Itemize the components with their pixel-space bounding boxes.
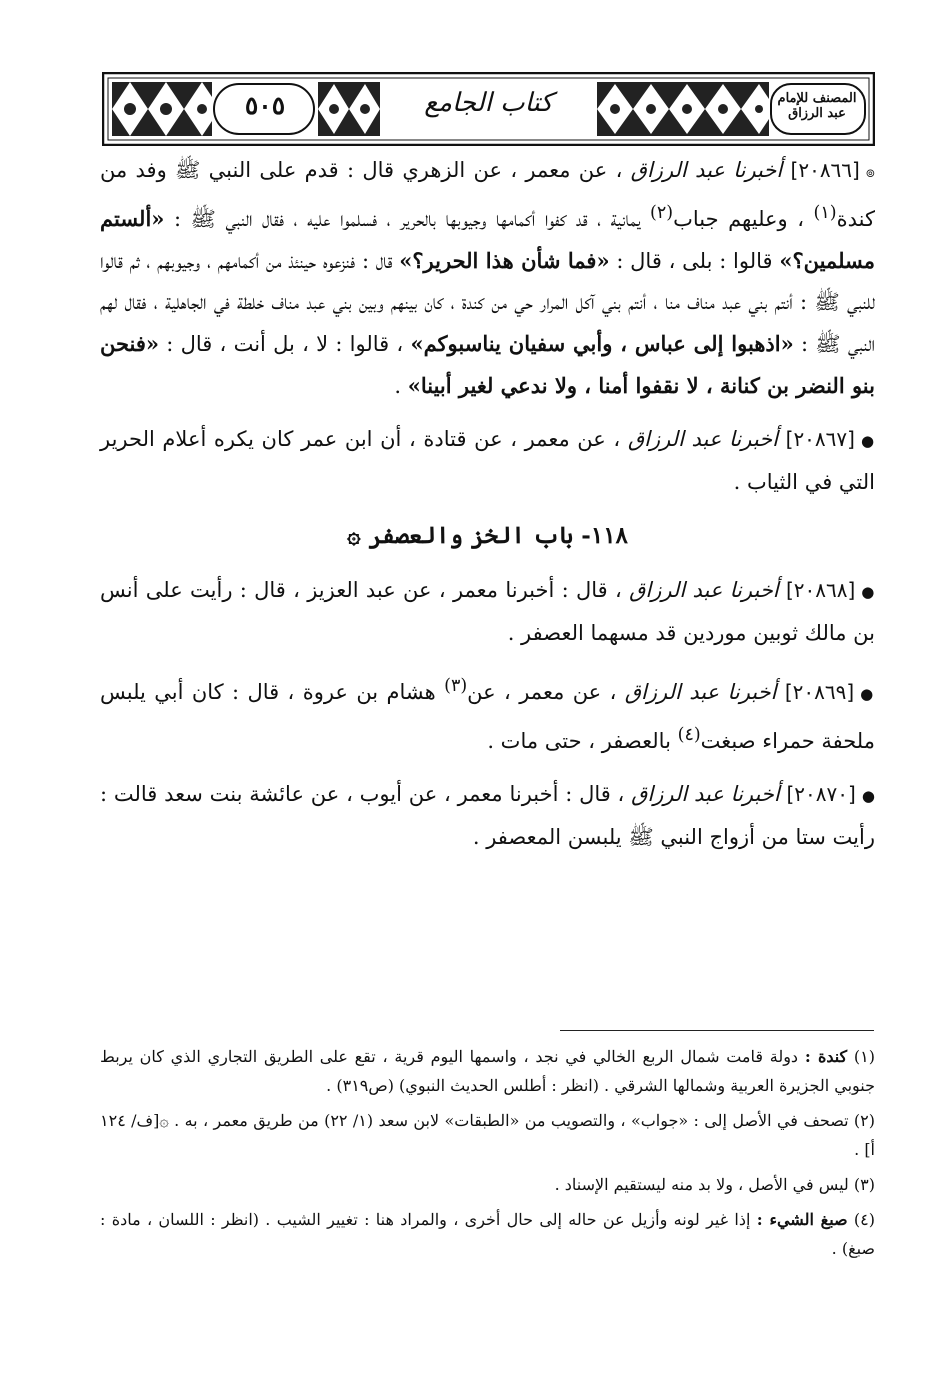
footnote-ref: (٣) [444, 676, 468, 696]
center-right-ornament [597, 82, 769, 136]
hadith-text: قالوا : بلى ، قال : [616, 249, 773, 273]
hadith-20867 [100, 419, 875, 503]
prophet-quote: «اذهبوا إلى عباس ، وأبي سفيان يناسبوكم» [410, 331, 794, 356]
hadith-20866 [100, 150, 875, 407]
chapter-folio-mark: ۞ [347, 522, 361, 549]
hadith-20869 [100, 666, 875, 762]
hadith-20870 [100, 774, 875, 858]
hadith-text: بالعصفر ، حتى مات . [487, 729, 671, 753]
footnote-2 [100, 1106, 875, 1164]
footnote-text: إذا غير لونه وأزيل عن حاله إلى حال أخرى ، والمراد هنا : تغيير الشيب . (انظر : اللسان ، مادة : صبغ) . [100, 1210, 875, 1258]
hadith-number: [٢٠٨٦٨] [785, 578, 856, 602]
hadith-text: قال : فنزعوه حينئذ من أكمامهم ، وجيوبهم ، ثم قالوا للنبي ﷺ : أنتم بني عبد مناف منا ، أنتم بني آكل المرار حي من كندة ، كان بينهم وبين بني عبد مناف خلطة في الجاهلية ، فقال لهم النبي ﷺ : [100, 249, 875, 356]
hadith-number: [٢٠٨٧٠] [786, 782, 856, 806]
chapter-heading [100, 515, 875, 556]
footnote-text: ليس في الأصل ، ولا بد منه ليستقيم الإسناد . [554, 1175, 849, 1194]
footnote-number: (٢) [853, 1111, 876, 1130]
hadith-text: ، قال : أخبرنا معمر ، عن أيوب ، عن عائشة بنت سعد قالت : رأيت ستا من أزواج النبي ﷺ يلبسن المعصفر . [100, 782, 875, 849]
page-header [102, 72, 875, 146]
footnote-number: (٤) [853, 1210, 876, 1229]
footnote-number: (١) [853, 1047, 876, 1066]
hadith-number: [٢٠٨٦٦] [790, 158, 860, 182]
footnote-separator [560, 1030, 874, 1031]
book-logo: المصنف للإمام عبد الرزاق [777, 91, 857, 121]
hadith-marker: ● [861, 787, 876, 805]
hadith-text: ، عن معمر ، عن قتادة ، أن ابن عمر كان يكره أعلام الحرير التي في الثياب . [100, 427, 875, 494]
footnote-4 [100, 1205, 875, 1263]
main-text [100, 150, 875, 870]
hadith-number: [٢٠٨٦٩] [784, 680, 855, 704]
hadith-20868 [100, 570, 875, 654]
left-ornament [112, 82, 212, 136]
hadith-text: يمانية ، قد كفوا أكمامها وجيوبها بالحرير ، فسلموا عليه ، فقال النبي ﷺ : [173, 207, 641, 231]
isnad-head: أخبرنا عبد الرزاق [630, 158, 783, 182]
hadith-text: ، وعليهم جباب [673, 207, 805, 231]
hadith-text: ، قالوا : لا ، بل أنت ، قال : [166, 332, 404, 356]
footnote-number: (٣) [853, 1175, 875, 1194]
hadith-marker: ๏ [865, 163, 876, 181]
footnote-head: كندة : [804, 1047, 848, 1066]
footnote-3 [100, 1170, 875, 1199]
center-left-ornament [318, 82, 380, 136]
hadith-text: ، عن معمر ، عن [467, 680, 617, 704]
hadith-end: . [394, 374, 402, 398]
prophet-quote: «فنحن بنو النضر بن كنانة ، لا نقفوا أمنا ، ولا ندعي لغير أبينا» [100, 331, 875, 398]
footnote-text: تصحف في الأصل إلى : «جواب» ، والتصويب من «الطبقات» لابن سعد (١/ ٢٢) من طريق معمر ، به . [174, 1111, 849, 1130]
page-number: ٥٠٥ [244, 91, 286, 120]
hadith-text: هشام بن عروة ، قال : كان أبي يلبس ملحفة حمراء صبغت [100, 680, 875, 753]
footnote-ref: (١) [813, 203, 837, 223]
hadith-text: ، عن معمر ، عن الزهري قال : قدم على النبي ﷺ وفد من كندة [100, 158, 875, 231]
isnad-head: أخبرنا عبد الرزاق [629, 578, 779, 602]
footnote-head: صبغ الشيء : [756, 1210, 848, 1229]
footnote-1 [100, 1042, 875, 1100]
prophet-quote: «ألستم مسلمين؟» [100, 206, 875, 273]
footnote-text: دولة قامت شمال الربع الخالي في نجد ، واسمها اليوم قرية ، تقع على الطريق التجاري الذي كان يربط جنوبي الجزيرة العربية وشمالها الشرقي . (انظر : أطلس الحديث النبوي) (ص٣١٩) . [100, 1047, 875, 1095]
hadith-marker: ● [860, 432, 875, 450]
footnote-ref: (٤) [677, 725, 701, 745]
prophet-quote: «فما شأن هذا الحرير؟» [399, 248, 610, 273]
isnad-head: أخبرنا عبد الرزاق [624, 680, 777, 704]
running-title: كتاب الجامع [424, 88, 553, 118]
hadith-marker: ● [860, 685, 875, 703]
isnad-head: أخبرنا عبد الرزاق [627, 427, 779, 451]
footnote-ref: (٢) [650, 203, 674, 223]
footnotes [100, 1042, 875, 1269]
hadith-text: ، قال : أخبرنا معمر ، عن عبد العزيز ، قال : رأيت على أنس بن مالك ثوبين موردين قد مسهما العصفر . [100, 578, 875, 645]
isnad-head: أخبرنا عبد الرزاق [631, 782, 780, 806]
hadith-marker: ● [861, 583, 875, 601]
hadith-number: [٢٠٨٦٧] [785, 427, 855, 451]
chapter-title: ١١٨- باب الخز والعصفر [368, 522, 628, 549]
footnote-text: ۞[ف/ ١٢٤ أ] . [100, 1111, 875, 1159]
